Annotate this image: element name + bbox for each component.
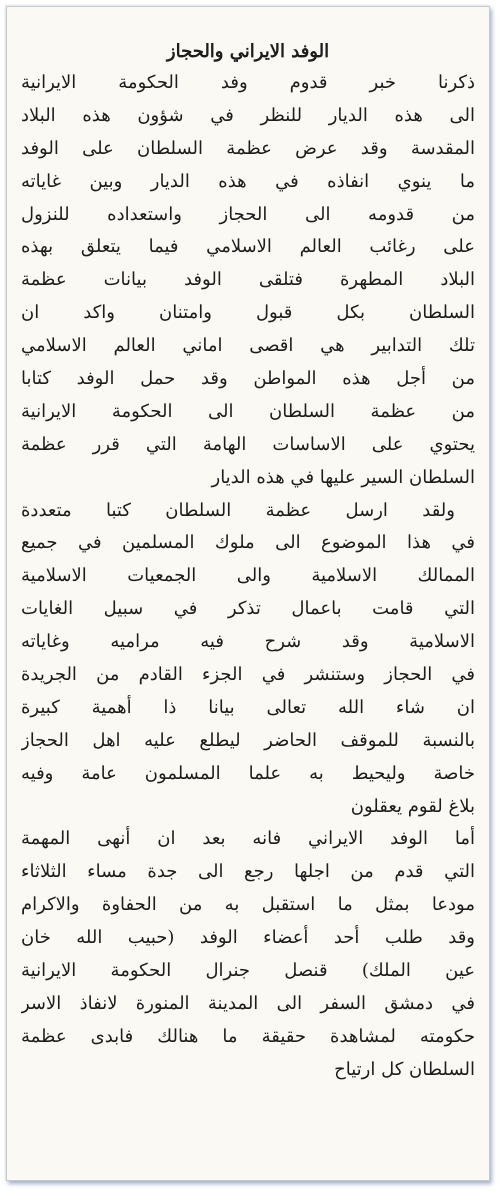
text-line: مودعا بمثل ما استقبل به من الحفاوة والاكرام — [21, 894, 475, 916]
article-title: الوفد الايراني والحجاز — [166, 41, 330, 62]
text-line: الى هذه الديار للنظر في شؤون هذه البلاد — [21, 104, 475, 126]
text-line: في دمشق السفر الى المدينة المنورة لانفاذ الاسر — [21, 992, 475, 1014]
text-line: من قدومه الى الحجاز واستعداده للنزول — [21, 203, 475, 225]
text-line: السلطان بكل قبول وامتنان واكد ان — [21, 302, 475, 324]
text-line: في هذا الموضوع الى ملوك المسلمين في جميع — [21, 532, 475, 554]
text-line: التي قامت باعمال تذكر في سبيل الغايات — [21, 598, 475, 620]
text-line: ما ينوي انفاذه في هذه الديار وبين غاياته — [21, 170, 475, 192]
text-line: يحتوي على الاساسات الهامة التي قرر عظمة — [21, 433, 475, 455]
text-line: وقد طلب أحد أعضاء الوفد (حبيب الله خان — [21, 927, 475, 949]
text-line: تلك التدابير هي اقصى اماني العالم الاسلامي — [21, 335, 475, 357]
text-line: حكومته لمشاهدة حقيقة ما هنالك فابدى عظمة — [21, 1025, 475, 1047]
text-line: أما الوفد الايراني فانه بعد ان أنهى المهمة — [21, 828, 475, 850]
text-line: في الحجاز وستنشر في الجزء القادم من الجريدة — [21, 664, 475, 686]
text-line: المقدسة وقد عرض عظمة السلطان على الوفد — [21, 137, 475, 159]
text-line: خاصة وليحيط به علما المسلمون عامة وفيه — [21, 762, 475, 784]
text-line: الممالك الاسلامية والى الجمعيات الاسلامية — [21, 565, 475, 587]
text-line: من أجل هذه المواطن وقد حمل الوفد كتابا — [21, 368, 475, 390]
article-body — [21, 37, 475, 1087]
text-line: ذكرنا خبر قدوم وفد الحكومة الايرانية — [21, 72, 475, 93]
text-line: ان شاء الله تعالى بيانا ذا أهمية كبيرة — [21, 696, 475, 718]
text-line: عين الملك) قنصل جنرال الحكومة الايرانية — [21, 960, 475, 982]
text-line: التي قدم من اجلها رجع الى جدة مساء الثلاثاء — [21, 861, 475, 883]
text-line: الاسلامية وقد شرح فيه مراميه وغاياته — [21, 631, 475, 653]
text-line: السلطان كل ارتياح — [334, 1058, 475, 1080]
text-line: من عظمة السلطان الى الحكومة الايرانية — [21, 400, 475, 422]
text-line: السلطان السير عليها في هذه الديار — [211, 466, 475, 488]
text-line: بلاغ لقوم يعقلون — [350, 795, 475, 817]
text-line: بالنسبة للموقف الحاضر ليطلع عليه اهل الحجاز — [21, 729, 475, 751]
text-line: على رغائب العالم الاسلامي فيما يتعلق بهذه — [21, 236, 475, 258]
text-line: البلاد المطهرة فتلقى الوفد بيانات عظمة — [21, 269, 475, 291]
newspaper-clipping — [6, 6, 490, 1181]
text-line: ولقد ارسل عظمة السلطان كتبا متعددة — [21, 499, 455, 521]
